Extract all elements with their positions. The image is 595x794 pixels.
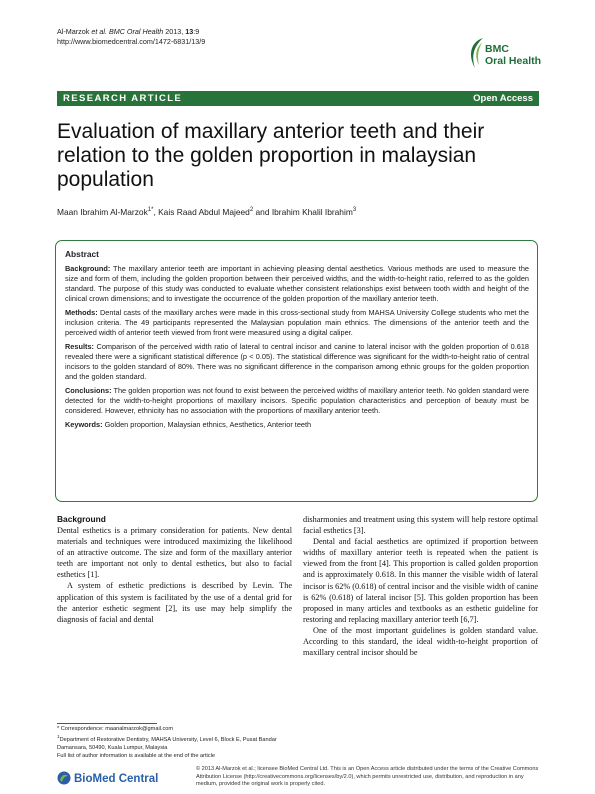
body-paragraph: Dental esthetics is a primary consideration for patients. New dental materials and techniques were introduced maximizing the likelihood of an attractive outcome. The size and form of the maxillary anterior teeth are important not only to dental esthetics, but also to facial esthetics [1]. <box>57 526 292 580</box>
abstract-text: Golden proportion, Malaysian ethnics, Aesthetics, Anterior teeth <box>102 420 312 429</box>
abstract-heading: Abstract <box>65 249 99 259</box>
citation-volume: 13 <box>185 27 194 36</box>
body-column-left <box>57 514 292 625</box>
author-name: Ibrahim Khalil Ibrahim <box>271 206 353 217</box>
footnote-divider <box>57 723 157 724</box>
correspondence-note: * Correspondence: maanalmarzok@gmail.com <box>57 726 174 732</box>
logo-journal-text: Oral Health <box>485 55 542 67</box>
author-info-note: Full list of author information is available at the end of the article <box>57 752 215 759</box>
body-paragraph: Dental and facial aesthetics are optimized if proportion between widths of maxillary anterior teeth is repeated when the patient is viewed from the front [4]. This proportion is called golden proportion and is approximately 0.618. In this manner the visible width of lateral incisor is 62% (0.618) of central incisor and the visible width of canine is 62% (0.618) of lateral incisor [5]. This golden proportion has been proposed in many articles and textbooks as an esthetic guideline for restoring and replacing maxillary anterior teeth [6,7]. <box>303 537 538 624</box>
citation-issue: :9 <box>193 27 200 36</box>
citation-header <box>57 27 205 47</box>
citation-etal: et al. <box>89 27 109 36</box>
article-type-label: RESEARCH ARTICLE <box>63 93 183 104</box>
abstract-conclusions <box>65 386 529 416</box>
author-list <box>57 205 539 218</box>
article-type-banner <box>57 91 539 106</box>
abstract-background <box>65 264 529 304</box>
section-heading-background: Background <box>57 514 106 524</box>
abstract-methods <box>65 308 529 338</box>
abstract-label: Results: <box>65 342 94 351</box>
author-affiliation-marker: 3 <box>352 207 357 213</box>
author-name: Kais Raad Abdul Majeed <box>158 206 250 217</box>
citation-year: 2013, <box>163 27 186 36</box>
abstract-keywords <box>65 420 529 430</box>
author-name: Maan Ibrahim Al-Marzok <box>57 206 148 217</box>
abstract-content <box>65 249 529 434</box>
abstract-label: Keywords: <box>65 420 103 429</box>
body-column-right <box>303 514 538 658</box>
bmc-swoosh-icon <box>466 34 486 74</box>
abstract-text: The maxillary anterior teeth are important in achieving pleasing dental aesthetics. Various methods are used to measure the size and form of them, including the golden proportion between their perceived widths, and the width-to-height ratio, referred to as the golden standard. The purpose of this study was conducted to evaluate whether consistent relationships exist between tooth width and height of the clinical crown dimensions; and to investigate the occurrence of the golden proportion of the maxillary anterior teeth. <box>65 264 529 303</box>
citation-authors: Al-Marzok <box>57 27 90 36</box>
affiliation-text: Department of Restorative Dentistry, MAHSA University, Level 6, Block E, Pusat Bandar Damansara, 50490, Kuala Lumpur, Malaysia <box>57 736 277 751</box>
abstract-label: Background: <box>65 264 111 273</box>
body-paragraph: disharmonies and treatment using this system will help restore optimal facial esthetics [3]. <box>303 515 538 536</box>
biomed-central-logo <box>57 770 182 786</box>
citation-line <box>57 27 205 37</box>
license-statement: © 2013 Al-Marzok et al.; licensee BioMed Central Ltd. This is an Open Access article distributed under the terms of the Creative Commons Attribution License (http://creativecommons.org/licenses/by/2.0), which permits unrestricted use, distribution, and reproduction in any medium, provided the original work is properly cited. <box>196 766 539 788</box>
citation-journal: BMC Oral Health <box>108 27 164 36</box>
abstract-label: Methods: <box>65 308 98 317</box>
footnotes <box>57 725 297 760</box>
body-paragraph: One of the most important guidelines is golden standard value. According to this standard, the ideal width-to-height proportion of maxillary central incisor should be <box>303 625 538 658</box>
author-affiliation-marker: 1* <box>147 207 154 213</box>
affiliation-marker: 1 <box>57 734 60 739</box>
author-separator: , <box>153 206 159 217</box>
abstract-results <box>65 342 529 382</box>
open-access-label: Open Access <box>473 93 533 104</box>
citation-url[interactable]: http://www.biomedcentral.com/1472-6831/13/9 <box>57 37 206 46</box>
body-paragraph: A system of esthetic predictions is described by Levin. The application of this system is facilitated by the use of a dental grid for the anterior esthetic segment [2], its use may help simplify the diagnosis of facial and dental <box>57 581 292 624</box>
biomed-central-logo-graphic <box>57 770 182 786</box>
abstract-label: Conclusions: <box>65 386 112 395</box>
bmc-oral-health-logo <box>466 34 546 74</box>
abstract-text: The golden proportion was not found to exist between the perceived widths of maxillary anterior teeth. No golden standard were detected for the width-to-height proportions of maxillary incisors. Specific population characteristics and perception of beauty must be considered. However, ethnicity has no association with the proportions of maxillary anterior teeth. <box>65 386 529 415</box>
publisher-name: BioMed Central <box>74 773 159 785</box>
abstract-text: Comparison of the perceived width ratio of lateral to central incisor and canine to lateral incisor with the golden proportion of 0.618 revealed there were a significant statistical difference (p < 0.05). The statistical difference was significant for the width-to-height ratio of central incisors to the golden standard of 80%. There was no significant difference in the comparison among ethnic groups for the golden proportion and the golden standard. <box>65 342 529 381</box>
logo-bmc-text: BMC <box>485 43 509 55</box>
article-title: Evaluation of maxillary anterior teeth and their relation to the golden proportion in malaysian population <box>57 120 485 191</box>
author-affiliation-marker: 2 <box>249 207 254 213</box>
author-separator: and <box>253 206 272 217</box>
abstract-box <box>55 240 538 502</box>
affiliation-note <box>57 733 297 752</box>
abstract-text: Dental casts of the maxillary arches were made in this cross-sectional study from MAHSA University College students who met the inclusion criteria. The 49 participants represented the Malaysian population main ethnics. The dimensions of the anterior teeth and the perceived width of anterior teeth viewed from front were measured using a digital caliper. <box>65 308 529 337</box>
